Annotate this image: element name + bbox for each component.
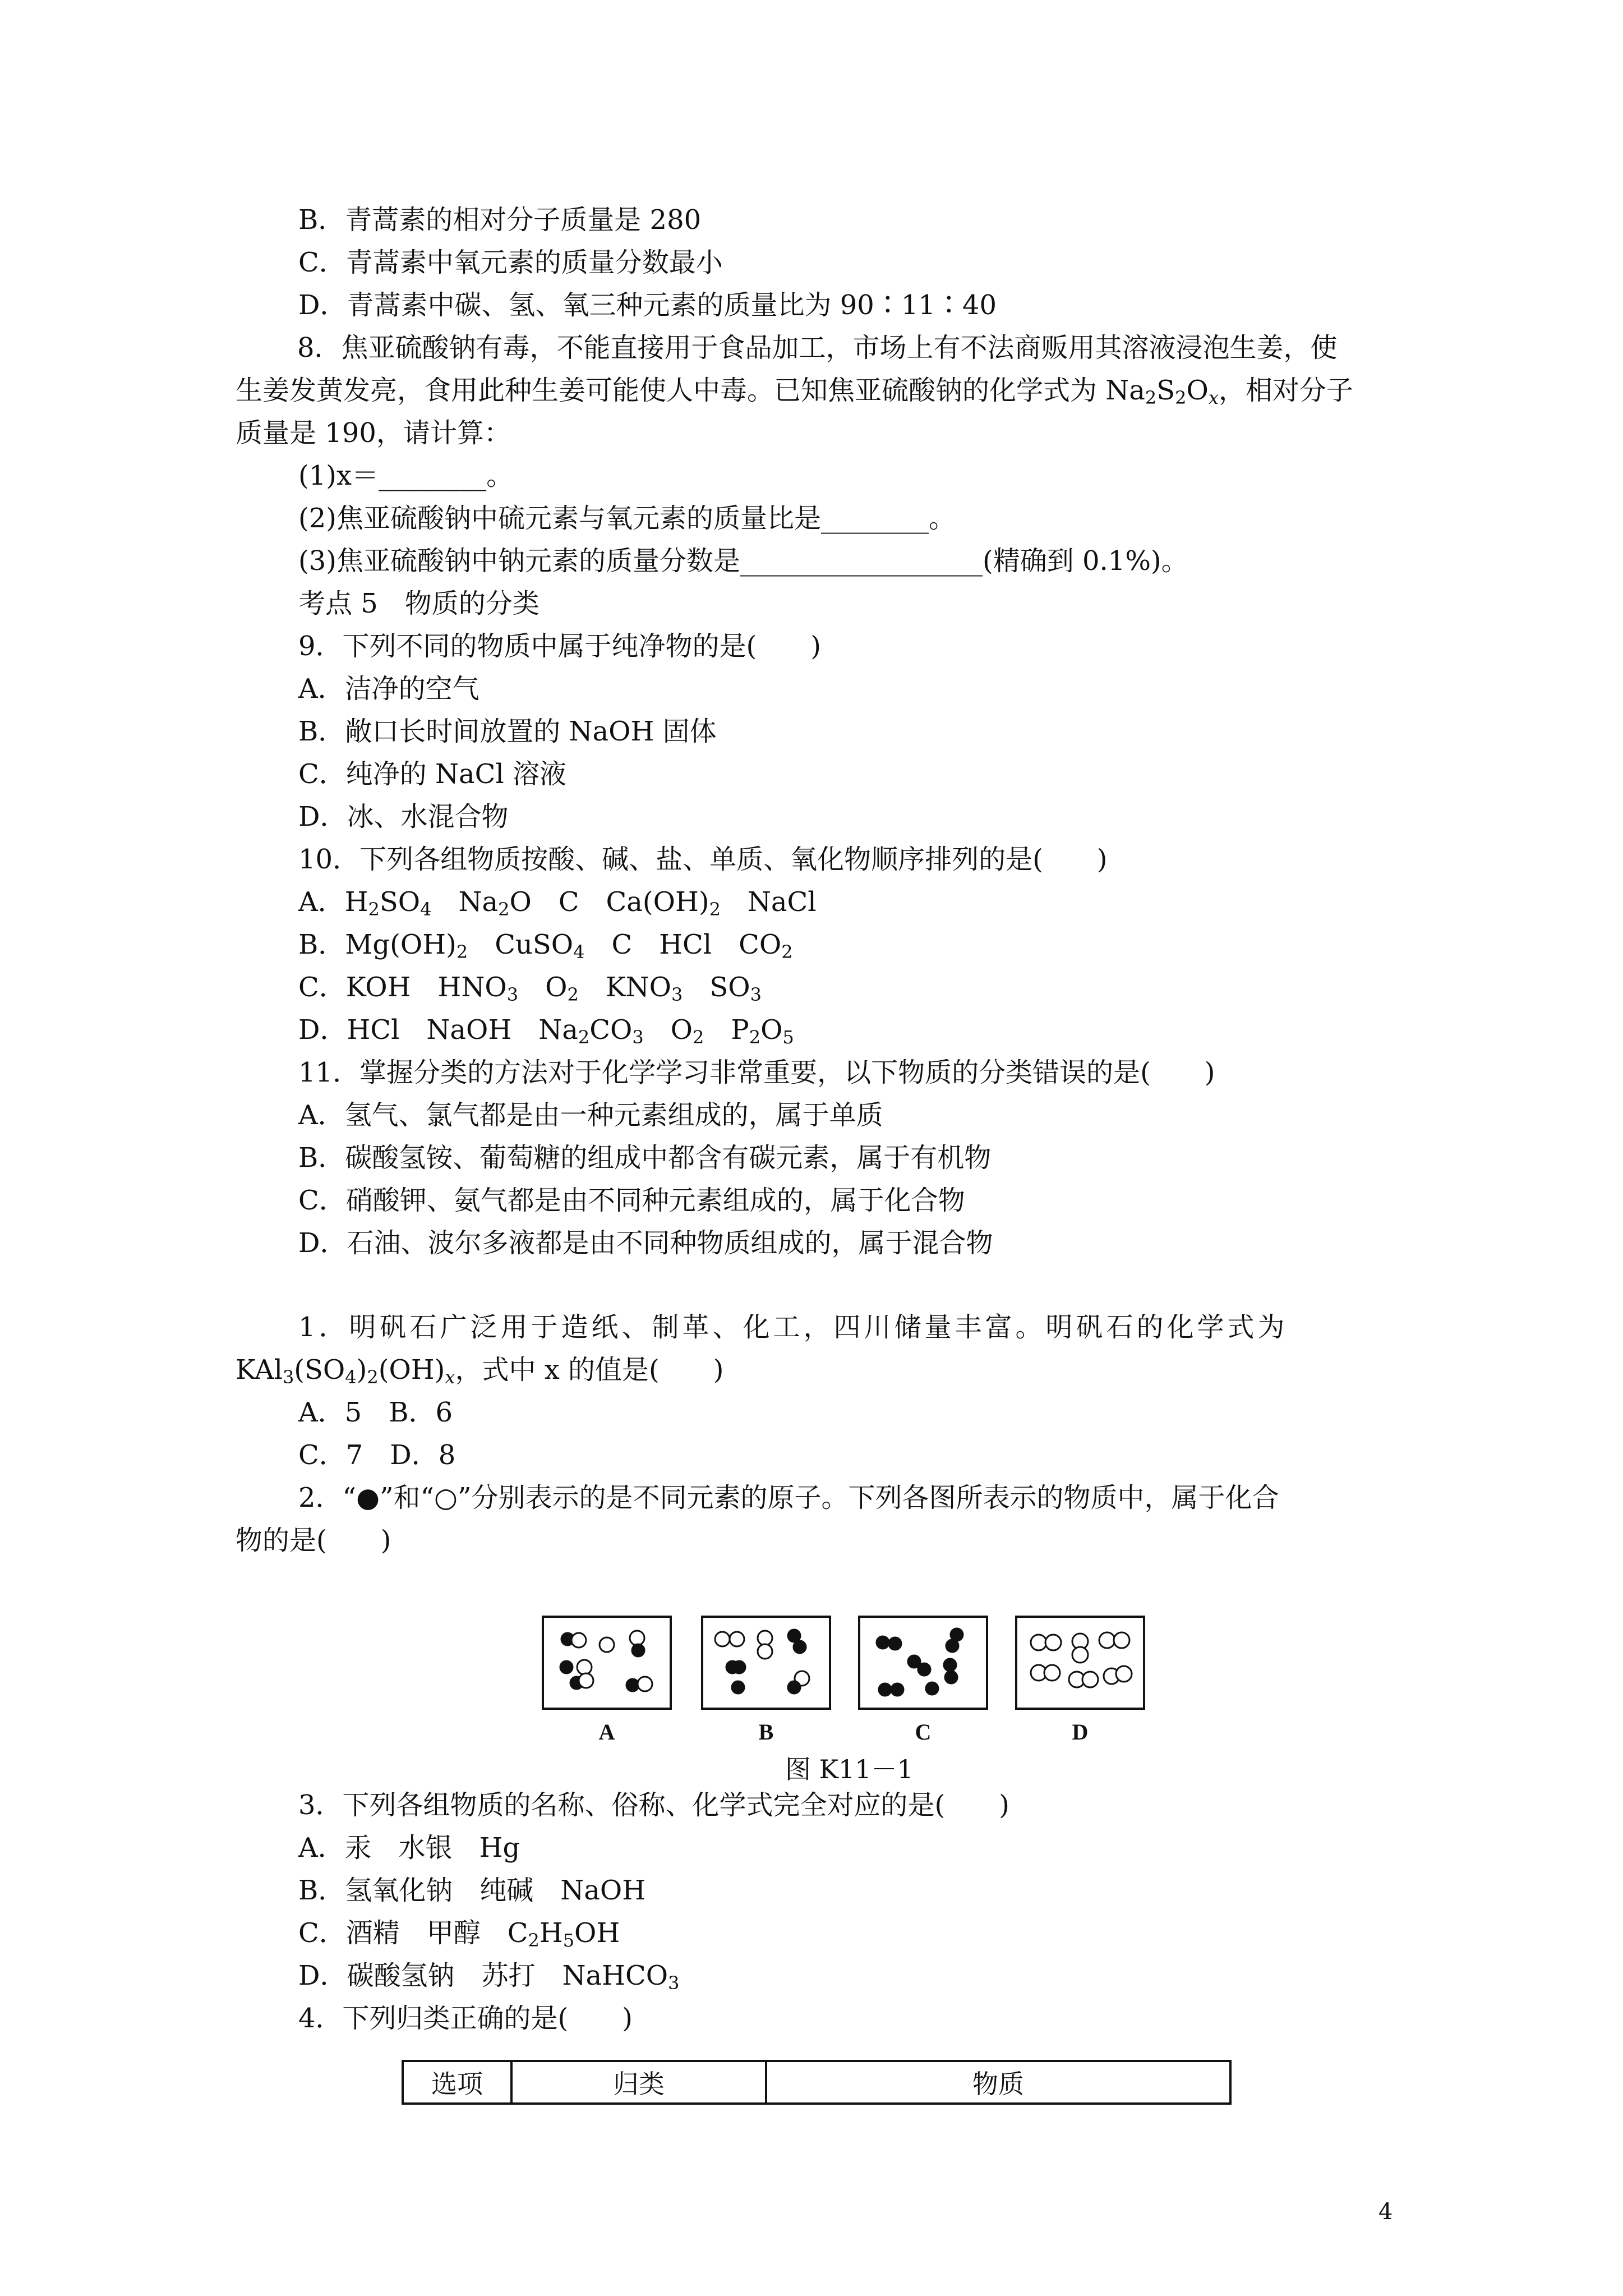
p3-option-c: C．酒精 甲醇 $C_2H_5OH$ [298, 1917, 620, 1951]
q10-option-c: C．KOH $HNO_3$ $O_2$ $KNO_3$ $SO_3$ [298, 972, 762, 1005]
p3-option-a: A．汞 水银 Hg [298, 1832, 520, 1864]
q8-line1: 8．焦亚硫酸钠有毒，不能直接用于食品加工，市场上有不法商贩用其溶液浸泡生姜，使 [297, 332, 1338, 364]
q9-option-c: C．纯净的 NaCl 溶液 [298, 758, 566, 790]
q8-sub1: (1)x＝________。 [298, 460, 514, 491]
q9-stem: 9．下列不同的物质中属于纯净物的是( ) [298, 631, 821, 662]
q8-line2: 生姜发黄发亮，食用此种生姜可能使人中毒。已知焦亚硫酸钠的化学式为 $Na_2S_2O_x$，相对分子 [236, 375, 1353, 408]
q11-option-c: C．硝酸钾、氨气都是由不同种元素组成的，属于化合物 [298, 1185, 965, 1216]
figure-box-a [542, 1616, 672, 1710]
p2-line2: 物的是( ) [236, 1525, 391, 1556]
figure-box-c [858, 1616, 988, 1710]
section-heading: 考点 5 物质的分类 [298, 588, 540, 619]
p1-line2-text: ，式中 x 的值是( ) [455, 1354, 724, 1386]
q11-option-a: A．氢气、氯气都是由一种元素组成的，属于单质 [298, 1099, 883, 1131]
q11-option-b: B．碳酸氢铵、葡萄糖的组成中都含有碳元素，属于有机物 [298, 1142, 992, 1174]
q9-option-d: D．冰、水混合物 [298, 801, 509, 832]
q11-stem: 11．掌握分类的方法对于化学学习非常重要，以下物质的分类错误的是( ) [298, 1057, 1215, 1088]
p4-stem: 4．下列归类正确的是( ) [298, 2003, 633, 2034]
q7-option-b: B．青蒿素的相对分子质量是 280 [298, 204, 702, 236]
q10-option-a: A．$H_2SO_4$ $Na_2O$ C $Ca(OH)_2$ NaCl [298, 886, 817, 920]
figure-box-b [701, 1616, 831, 1710]
q9-option-a: A．洁净的空气 [298, 673, 479, 705]
figure-box-d [1015, 1616, 1145, 1710]
classification-table [402, 2060, 1232, 2105]
molecule-diagram-b [703, 1618, 829, 1708]
p3-option-d: D．碳酸氢钠 苏打 NaHCO$_3$ [298, 1960, 680, 1994]
q9-option-b: B．敞口长时间放置的 NaOH 固体 [298, 716, 717, 747]
q8-line2-text: 生姜发黄发亮，食用此种生姜可能使人中毒。已知焦亚硫酸钠的化学式为 Na [236, 375, 1145, 406]
table-header-option: 选项 [403, 2061, 511, 2104]
p1-options-cd: C．7 D．8 [298, 1439, 456, 1471]
p1-options-ab: A．5 B．6 [298, 1397, 453, 1428]
p1-line1: 1．明矾石广泛用于造纸、制革、化工，四川储量丰富。明矾石的化学式为 [298, 1312, 1288, 1343]
page-number: 4 [1378, 2199, 1393, 2225]
molecule-diagram-d [1017, 1618, 1143, 1708]
q8-sub2: (2)焦亚硫酸钠中硫元素与氧元素的质量比是________。 [298, 503, 956, 534]
p3-option-d-text: D．碳酸氢钠 苏打 NaHCO [298, 1960, 668, 1991]
p2-line1: 2．“●”和“○”分别表示的是不同元素的原子。下列各图所表示的物质中，属于化合 [298, 1482, 1279, 1513]
table-header-category: 归类 [511, 2061, 766, 2104]
q10-option-d: D．HCl NaOH $Na_2CO_3$ $O_2$ $P_2O_5$ [298, 1014, 794, 1048]
q10-option-b: B．$Mg(OH)_2$ CuSO$_4$ C HCl $CO_2$ [298, 929, 793, 963]
figure-label-c: C [915, 1719, 932, 1745]
molecule-diagram-a [544, 1618, 670, 1708]
q11-option-d: D．石油、波尔多液都是由不同种物质组成的，属于混合物 [298, 1227, 993, 1259]
molecule-diagram-c [860, 1618, 986, 1708]
p3-option-b: B．氢氧化钠 纯碱 NaOH [298, 1875, 646, 1906]
q7-option-c: C．青蒿素中氧元素的质量分数最小 [298, 247, 723, 278]
q8-sub3: (3)焦亚硫酸钠中钠元素的质量分数是__________________(精确到 0.1%)。 [298, 545, 1188, 577]
q10-stem: 10．下列各组物质按酸、碱、盐、单质、氧化物顺序排列的是( ) [298, 844, 1108, 875]
p3-option-c-text: C．酒精 甲醇 C [298, 1917, 528, 1949]
figure-caption: 图 K11－1 [785, 1754, 914, 1784]
table-header-row [403, 2061, 1230, 2104]
figure-label-d: D [1072, 1719, 1089, 1745]
q7-option-d: D．青蒿素中碳、氢、氧三种元素的质量比为 90∶11∶40 [298, 289, 997, 321]
q8-line3: 质量是 190，请计算： [236, 417, 511, 449]
figure-label-b: B [758, 1719, 774, 1745]
figure-label-a: A [598, 1719, 615, 1745]
table-header-substance: 物质 [766, 2061, 1230, 2104]
p1-line2: $KAl_3(SO_4)_2(OH)_x$，式中 x 的值是( ) [236, 1354, 724, 1388]
p3-stem: 3．下列各组物质的名称、俗称、化学式完全对应的是( ) [298, 1789, 1009, 1821]
